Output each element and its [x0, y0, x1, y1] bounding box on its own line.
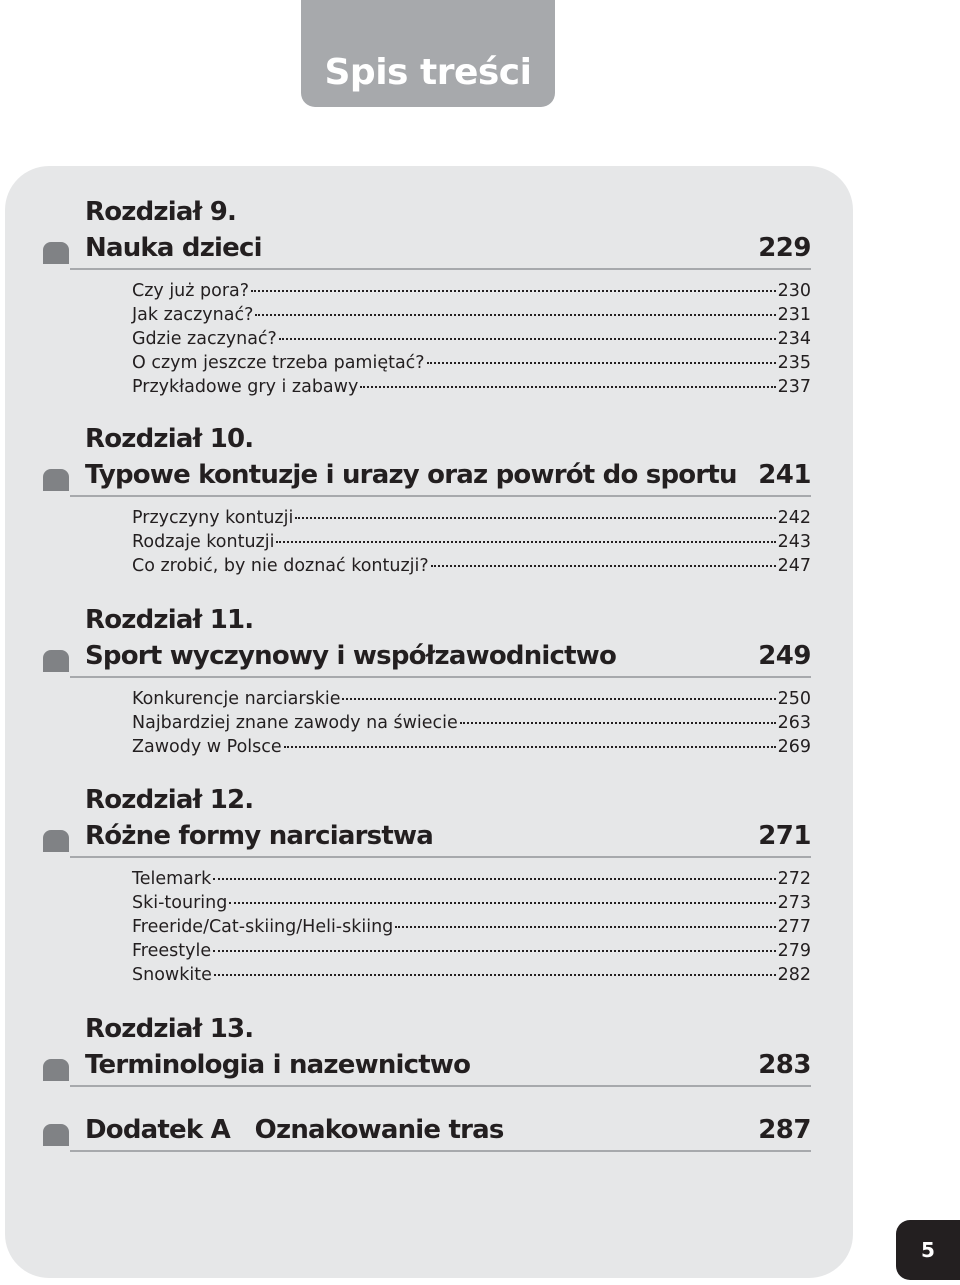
appendix-page[interactable]: 287	[758, 1115, 811, 1145]
toc-entry[interactable]	[132, 554, 811, 578]
chapter-page[interactable]: 271	[758, 821, 811, 851]
dot-leader	[431, 565, 776, 567]
chapter-label: Rozdział 9.	[85, 197, 237, 227]
dot-leader	[276, 541, 775, 543]
dot-leader	[255, 314, 775, 316]
chapter-label: Rozdział 12.	[85, 785, 254, 815]
chapter-title[interactable]: Różne formy narciarstwa	[85, 821, 433, 851]
chapter-label: Rozdział 13.	[85, 1014, 254, 1044]
entry-label: Przykładowe gry i zabawy	[132, 377, 359, 397]
entry-label: Co zrobić, by nie doznać kontuzji?	[132, 556, 429, 576]
dot-leader	[360, 386, 775, 388]
toc-entry[interactable]	[132, 375, 811, 399]
chapter-tab-icon	[43, 469, 69, 491]
entry-page: 234	[777, 329, 811, 349]
chapter-tab-icon	[43, 1059, 69, 1081]
entry-label: Freestyle	[132, 941, 212, 961]
entry-label: Jak zaczynać?	[132, 305, 254, 325]
chapter-page[interactable]: 241	[758, 460, 811, 490]
toc-entry[interactable]	[132, 351, 811, 375]
toc-entry[interactable]	[132, 939, 811, 963]
entry-page: 279	[777, 941, 811, 961]
dot-leader	[213, 950, 775, 952]
entry-label: Najbardziej znane zawody na świecie	[132, 713, 458, 733]
dot-leader	[395, 926, 775, 928]
chapter-entries	[132, 687, 811, 759]
toc-entry[interactable]	[132, 530, 811, 554]
chapter-title[interactable]: Nauka dzieci	[85, 233, 262, 263]
chapter-rule	[70, 268, 811, 270]
entry-page: 242	[777, 508, 811, 528]
entry-label: Przyczyny kontuzji	[132, 508, 294, 528]
appendix-rule	[70, 1150, 811, 1152]
page-number: 5	[921, 1238, 935, 1262]
chapter-rule	[70, 1085, 811, 1087]
dot-leader	[295, 517, 775, 519]
chapter-tab-icon	[43, 242, 69, 264]
entry-label: Czy już pora?	[132, 281, 250, 301]
chapter-label: Rozdział 11.	[85, 605, 254, 635]
entry-page: 269	[777, 737, 811, 757]
toc-entry[interactable]	[132, 711, 811, 735]
entry-page: 243	[777, 532, 811, 552]
chapter-entries	[132, 867, 811, 987]
toc-entry[interactable]	[132, 867, 811, 891]
toc-entry[interactable]	[132, 891, 811, 915]
chapter-tab-icon	[43, 650, 69, 672]
chapter-title[interactable]: Sport wyczynowy i współzawodnictwo	[85, 641, 617, 671]
dot-leader	[279, 338, 776, 340]
dot-leader	[214, 974, 776, 976]
title-tab	[301, 0, 555, 107]
page-title: Spis treści	[324, 52, 532, 93]
chapter-tab-icon	[43, 1124, 69, 1146]
appendix-title[interactable]: Dodatek A Oznakowanie tras	[85, 1115, 504, 1145]
entry-label: Freeride/Cat-skiing/Heli-skiing	[132, 917, 394, 937]
entry-label: Telemark	[132, 869, 212, 889]
entry-label: Gdzie zaczynać?	[132, 329, 277, 349]
entry-page: 231	[777, 305, 811, 325]
dot-leader	[427, 362, 776, 364]
entry-page: 230	[777, 281, 811, 301]
entry-label: Ski-touring	[132, 893, 228, 913]
entry-label: Zawody w Polsce	[132, 737, 282, 757]
dot-leader	[342, 698, 775, 700]
entry-label: Rodzaje kontuzji	[132, 532, 275, 552]
entry-page: 273	[777, 893, 811, 913]
page-number-badge	[896, 1220, 960, 1280]
entry-page: 277	[777, 917, 811, 937]
chapter-rule	[70, 856, 811, 858]
entry-label: O czym jeszcze trzeba pamiętać?	[132, 353, 425, 373]
toc-entry[interactable]	[132, 915, 811, 939]
toc-entry[interactable]	[132, 735, 811, 759]
chapter-page[interactable]: 249	[758, 641, 811, 671]
toc-entry[interactable]	[132, 506, 811, 530]
chapter-entries	[132, 506, 811, 578]
dot-leader	[460, 722, 776, 724]
chapter-rule	[70, 676, 811, 678]
chapter-title[interactable]: Typowe kontuzje i urazy oraz powrót do sportu	[85, 460, 737, 490]
entry-page: 263	[777, 713, 811, 733]
chapter-rule	[70, 495, 811, 497]
entry-label: Snowkite	[132, 965, 212, 985]
toc-entry[interactable]	[132, 279, 811, 303]
entry-page: 272	[777, 869, 811, 889]
chapter-title[interactable]: Terminologia i nazewnictwo	[85, 1050, 471, 1080]
entry-page: 247	[777, 556, 811, 576]
dot-leader	[229, 902, 775, 904]
entry-page: 282	[777, 965, 811, 985]
chapter-label: Rozdział 10.	[85, 424, 254, 454]
chapter-page[interactable]: 229	[758, 233, 811, 263]
entry-label: Konkurencje narciarskie	[132, 689, 341, 709]
toc-entry[interactable]	[132, 303, 811, 327]
chapter-entries	[132, 279, 811, 399]
chapter-tab-icon	[43, 830, 69, 852]
dot-leader	[284, 746, 776, 748]
entry-page: 237	[777, 377, 811, 397]
toc-entry[interactable]	[132, 963, 811, 987]
toc-entry[interactable]	[132, 327, 811, 351]
entry-page: 250	[777, 689, 811, 709]
chapter-page[interactable]: 283	[758, 1050, 811, 1080]
dot-leader	[251, 290, 776, 292]
dot-leader	[213, 878, 775, 880]
entry-page: 235	[777, 353, 811, 373]
toc-entry[interactable]	[132, 687, 811, 711]
